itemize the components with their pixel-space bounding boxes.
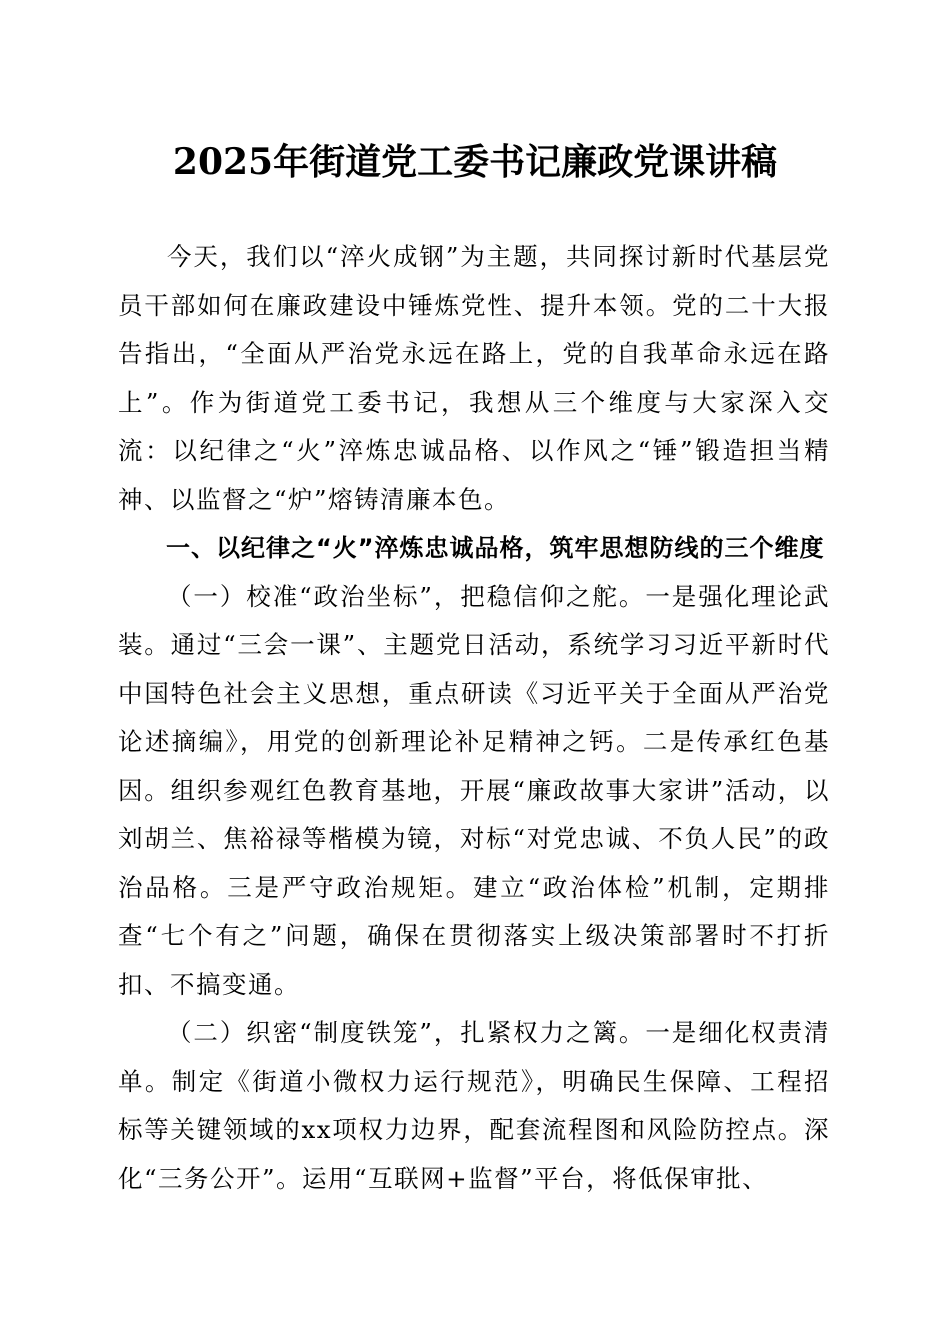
subsection-2-paragraph: （二）织密“制度铁笼”，扎紧权力之篱。一是细化权责清单。制定《街道小微权力运行规范》，明确民生保障、工程招标等关键领域的xx项权力边界，配套流程图和风险防控点。深化“三务公开”。运用“互联网+监督”平台，将低保审批、 xyxy=(118,1018,830,1193)
document-body xyxy=(118,233,830,1203)
subsection-1-paragraph: （一）校准“政治坐标”，把稳信仰之舵。一是强化理论武装。通过“三会一课”、主题党日活动，系统学习习近平新时代中国特色社会主义思想，重点研读《习近平关于全面从严治党论述摘编》，用党的创新理论补足精神之钙。二是传承红色基因。组织参观红色教育基地，开展“廉政故事大家讲”活动，以刘胡兰、焦裕禄等楷模为镜，对标“对党忠诚、不负人民”的政治品格。三是严守政治规矩。建立“政治体检”机制，定期排查“七个有之”问题，确保在贯彻落实上级决策部署时不打折扣、不搞变通。 xyxy=(118,581,830,999)
document-title: 2025年街道党工委书记廉政党课讲稿 xyxy=(172,141,778,183)
section-1-heading: 一、以纪律之“火”淬炼忠诚品格，筑牢思想防线的三个维度 xyxy=(166,534,825,562)
intro-paragraph: 今天，我们以“淬火成钢”为主题，共同探讨新时代基层党员干部如何在廉政建设中锤炼党性、提升本领。党的二十大报告指出，“全面从严治党永远在路上，党的自我革命永远在路上”。作为街道党工委书记，我想从三个维度与大家深入交流：以纪律之“火”淬炼忠诚品格、以作风之“锤”锻造担当精神、以监督之“炉”熔铸清廉本色。 xyxy=(118,242,830,514)
